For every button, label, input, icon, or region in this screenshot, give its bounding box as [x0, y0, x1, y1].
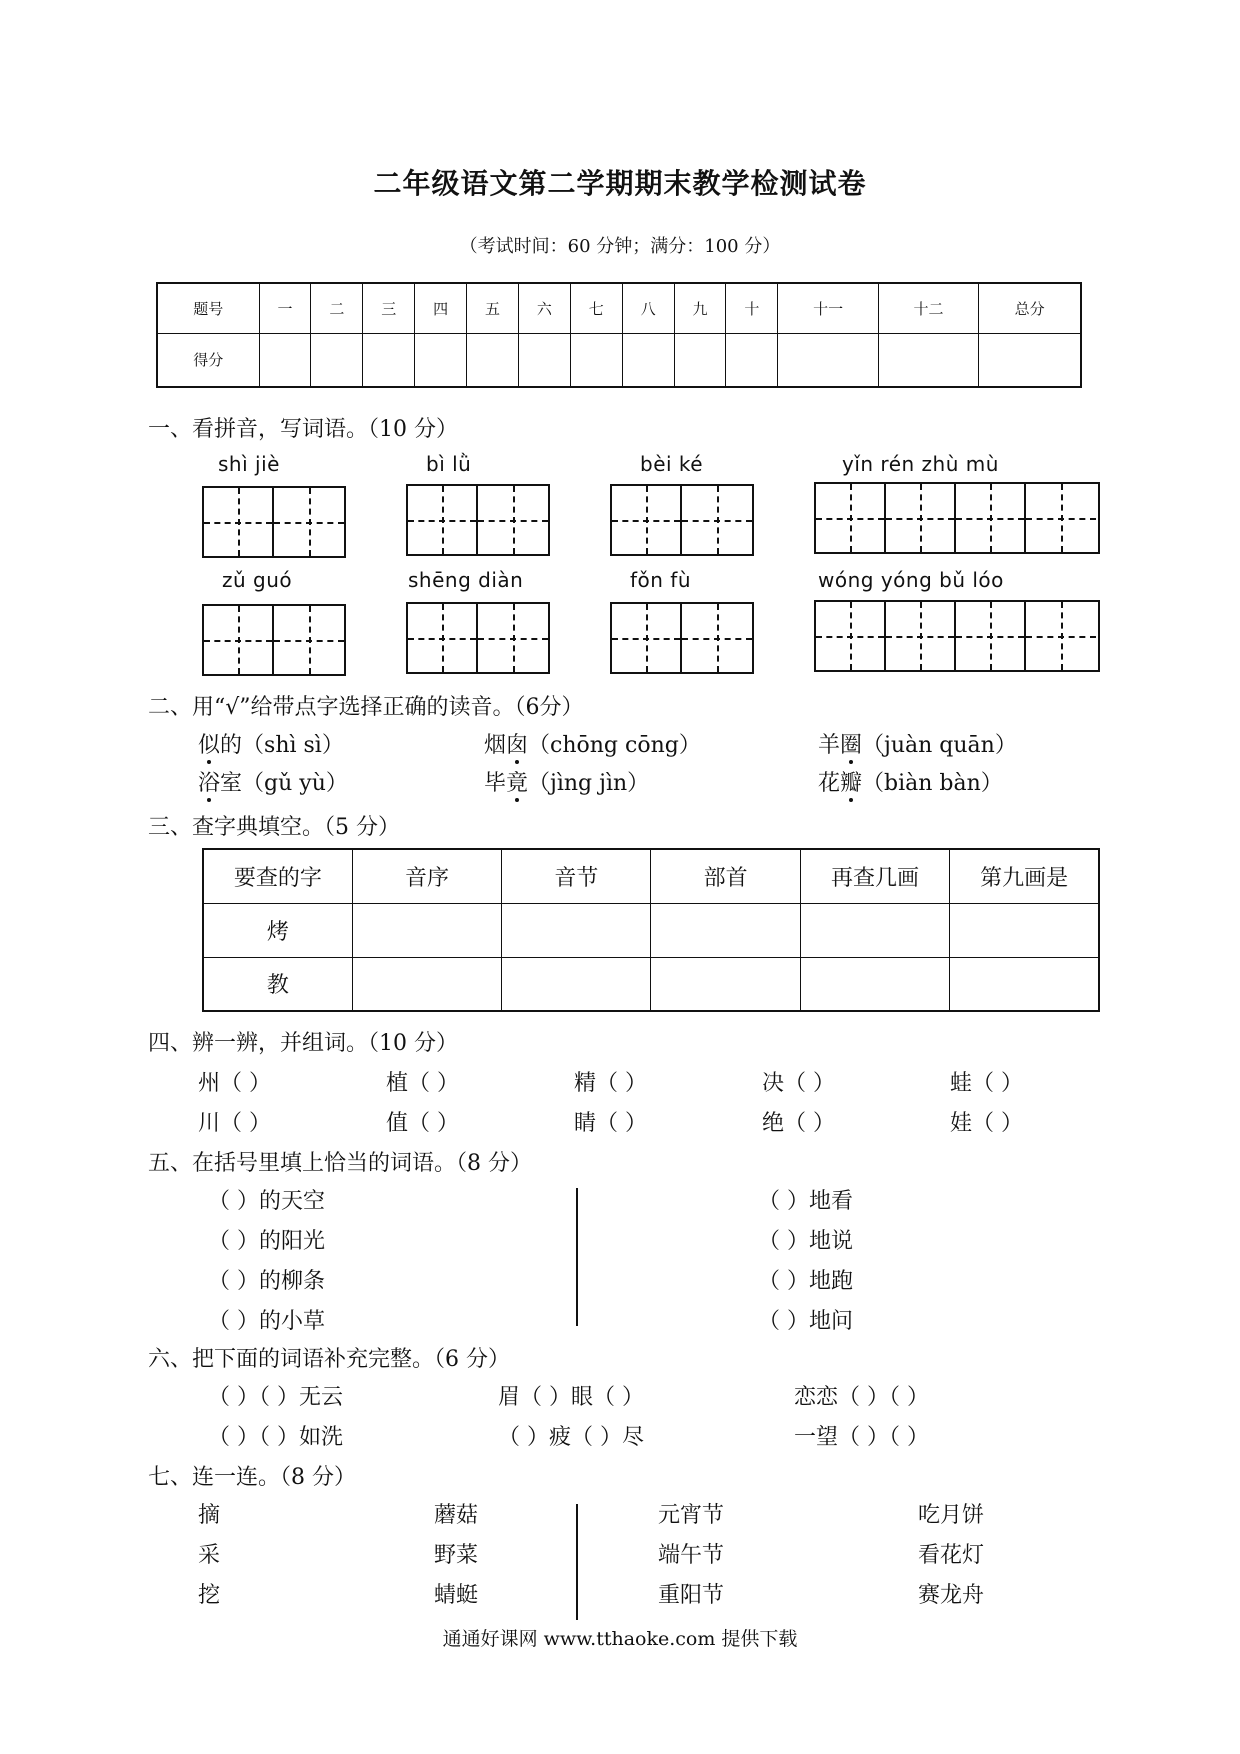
- match-item[interactable]: 蜻蜓: [434, 1583, 479, 1608]
- dict-cell[interactable]: [950, 903, 1099, 957]
- score-cell[interactable]: [363, 333, 415, 387]
- match-item[interactable]: 看花灯: [918, 1543, 985, 1568]
- match-item[interactable]: 野菜: [434, 1543, 479, 1568]
- match-item[interactable]: 赛龙舟: [918, 1583, 985, 1608]
- word-char: 囱: [506, 733, 529, 758]
- pronunciation-item: [818, 766, 1003, 797]
- writing-grid[interactable]: [406, 602, 550, 674]
- section-3-heading: 三、查字典填空。（5 分）: [148, 815, 400, 840]
- dict-cell[interactable]: [800, 957, 949, 1011]
- score-question-number: 五: [467, 283, 519, 333]
- pinyin-options[interactable]: （jìng jìn）: [528, 771, 650, 796]
- exam-info: （考试时间：60 分钟；满分：100 分）: [459, 236, 781, 257]
- writing-grid[interactable]: [406, 484, 550, 556]
- dict-cell[interactable]: [950, 957, 1099, 1011]
- score-question-number: 八: [622, 283, 674, 333]
- score-cell[interactable]: [878, 333, 978, 387]
- section-6-heading: 六、把下面的词语补充完整。（6 分）: [148, 1347, 510, 1372]
- word-group-item: 蛙（ ）: [950, 1071, 1023, 1096]
- page-title: 二年级语文第二学期期末教学检测试卷: [373, 167, 867, 200]
- dict-header: 音序: [352, 849, 501, 903]
- word-char: 浴: [198, 771, 221, 796]
- score-question-number: 十一: [778, 283, 878, 333]
- pinyin-label: fǒn fù: [630, 568, 692, 592]
- writing-grid[interactable]: [814, 482, 1100, 554]
- fill-phrase: （ ）地跑: [758, 1269, 853, 1294]
- word-char: 圈: [840, 733, 863, 758]
- score-cell[interactable]: [570, 333, 622, 387]
- score-question-number: 三: [363, 283, 415, 333]
- pronunciation-item: [484, 728, 701, 759]
- word-group-item: 睛（ ）: [574, 1111, 647, 1136]
- pronunciation-item: [198, 728, 344, 759]
- section-1-heading: 一、看拼音，写词语。（10 分）: [148, 417, 458, 442]
- writing-grid[interactable]: [610, 602, 754, 674]
- pinyin-label: bèi ké: [640, 452, 704, 476]
- dict-cell[interactable]: [352, 903, 501, 957]
- fill-phrase: （ ）的阳光: [208, 1229, 325, 1254]
- score-question-number: 七: [570, 283, 622, 333]
- match-item[interactable]: 蘑菇: [434, 1503, 479, 1528]
- score-question-number: 十: [726, 283, 778, 333]
- dictionary-table: [202, 848, 1100, 1012]
- match-item[interactable]: 挖: [198, 1583, 221, 1608]
- dict-header: 音节: [502, 849, 651, 903]
- fill-phrase: （ ）的柳条: [208, 1269, 325, 1294]
- score-row-label: 得分: [157, 333, 259, 387]
- dict-char: 教: [203, 957, 352, 1011]
- pinyin-label: bì lǜ: [426, 452, 472, 476]
- score-cell[interactable]: [979, 333, 1081, 387]
- dict-cell[interactable]: [800, 903, 949, 957]
- word-group-item: 绝（ ）: [762, 1111, 835, 1136]
- writing-grid[interactable]: [202, 604, 346, 676]
- pronunciation-item: [198, 766, 348, 797]
- pinyin-label: yǐn rén zhù mù: [842, 452, 999, 476]
- fill-phrase: （ ）地看: [758, 1189, 853, 1214]
- fill-phrase: （ ）地说: [758, 1229, 853, 1254]
- score-question-number: 总分: [979, 283, 1081, 333]
- score-row-label: 题号: [157, 283, 259, 333]
- divider: [576, 1504, 578, 1620]
- idiom-item: （ ）（ ）无云: [208, 1385, 343, 1410]
- dict-cell[interactable]: [352, 957, 501, 1011]
- idiom-item: 恋恋（ ）（ ）: [794, 1385, 929, 1410]
- word-char: 似: [198, 733, 221, 758]
- word-group-item: 娃（ ）: [950, 1111, 1023, 1136]
- pinyin-options[interactable]: （biàn bàn）: [862, 771, 1003, 796]
- score-cell[interactable]: [518, 333, 570, 387]
- word-group-item: 川（ ）: [198, 1111, 271, 1136]
- word-char: 花: [818, 771, 841, 796]
- divider: [576, 1188, 578, 1326]
- section-4-heading: 四、辨一辨，并组词。（10 分）: [148, 1031, 458, 1056]
- word-group-item: 精（ ）: [574, 1071, 647, 1096]
- dict-cell[interactable]: [502, 903, 651, 957]
- word-char: 毕: [484, 771, 507, 796]
- word-group-item: 州（ ）: [198, 1071, 271, 1096]
- writing-grid[interactable]: [202, 486, 346, 558]
- pinyin-label: wóng yóng bǔ lóo: [818, 568, 1004, 592]
- fill-phrase: （ ）的小草: [208, 1309, 325, 1334]
- dict-char: 烤: [203, 903, 352, 957]
- word-char: 瓣: [840, 771, 863, 796]
- writing-grid[interactable]: [814, 600, 1100, 672]
- word-char: 烟: [484, 733, 507, 758]
- score-question-number: 九: [674, 283, 726, 333]
- score-question-number: 六: [518, 283, 570, 333]
- dict-cell[interactable]: [651, 903, 800, 957]
- word-char: 羊: [818, 733, 841, 758]
- dict-header: 再查几画: [800, 849, 949, 903]
- idiom-item: （ ）（ ）如洗: [208, 1425, 343, 1450]
- word-group-item: 植（ ）: [386, 1071, 459, 1096]
- match-item[interactable]: 吃月饼: [918, 1503, 985, 1528]
- section-2-heading: 二、用“√”给带点字选择正确的读音。（6分）: [148, 695, 584, 720]
- dict-header: 第九画是: [950, 849, 1099, 903]
- word-char: 室: [220, 771, 243, 796]
- score-cell[interactable]: [778, 333, 878, 387]
- score-cell[interactable]: [674, 333, 726, 387]
- pronunciation-item: [484, 766, 649, 797]
- word-group-item: 决（ ）: [762, 1071, 835, 1096]
- score-table: [156, 282, 1082, 388]
- match-item[interactable]: 采: [198, 1543, 221, 1568]
- match-item[interactable]: 摘: [198, 1503, 221, 1528]
- fill-phrase: （ ）地问: [758, 1309, 853, 1334]
- dict-header: 要查的字: [203, 849, 352, 903]
- pinyin-options[interactable]: （shì sì）: [242, 733, 344, 758]
- score-question-number: 四: [415, 283, 467, 333]
- section-7-heading: 七、连一连。（8 分）: [148, 1465, 356, 1490]
- word-group-item: 值（ ）: [386, 1111, 459, 1136]
- score-cell[interactable]: [311, 333, 363, 387]
- idiom-item: 眉（ ）眼（ ）: [498, 1385, 644, 1410]
- pinyin-label: shì jiè: [218, 452, 280, 476]
- pinyin-options[interactable]: （gǔ yù）: [242, 771, 348, 796]
- writing-grid[interactable]: [610, 484, 754, 556]
- score-question-number: 一: [259, 283, 311, 333]
- word-char: 竟: [506, 771, 529, 796]
- score-question-number: 二: [311, 283, 363, 333]
- score-cell[interactable]: [622, 333, 674, 387]
- match-item[interactable]: 元宵节: [658, 1503, 725, 1528]
- dict-cell[interactable]: [502, 957, 651, 1011]
- pronunciation-item: [818, 728, 1017, 759]
- dict-cell[interactable]: [651, 957, 800, 1011]
- score-cell[interactable]: [415, 333, 467, 387]
- score-cell[interactable]: [726, 333, 778, 387]
- score-cell[interactable]: [467, 333, 519, 387]
- pinyin-label: zǔ guó: [222, 568, 293, 592]
- dict-header: 部首: [651, 849, 800, 903]
- footer-source: 通通好课网 www.tthaoke.com 提供下载: [442, 1628, 798, 1650]
- idiom-item: 一望（ ）（ ）: [794, 1425, 929, 1450]
- match-item[interactable]: 端午节: [658, 1543, 725, 1568]
- pinyin-options[interactable]: （juàn quān）: [862, 733, 1017, 758]
- pinyin-options[interactable]: （chōng cōng）: [528, 733, 701, 758]
- score-cell[interactable]: [259, 333, 311, 387]
- pinyin-label: shēng diàn: [408, 568, 524, 592]
- fill-phrase: （ ）的天空: [208, 1189, 325, 1214]
- idiom-item: （ ）疲（ ）尽: [498, 1425, 644, 1450]
- section-5-heading: 五、在括号里填上恰当的词语。（8 分）: [148, 1151, 532, 1176]
- score-question-number: 十二: [878, 283, 978, 333]
- word-char: 的: [220, 733, 243, 758]
- match-item[interactable]: 重阳节: [658, 1583, 725, 1608]
